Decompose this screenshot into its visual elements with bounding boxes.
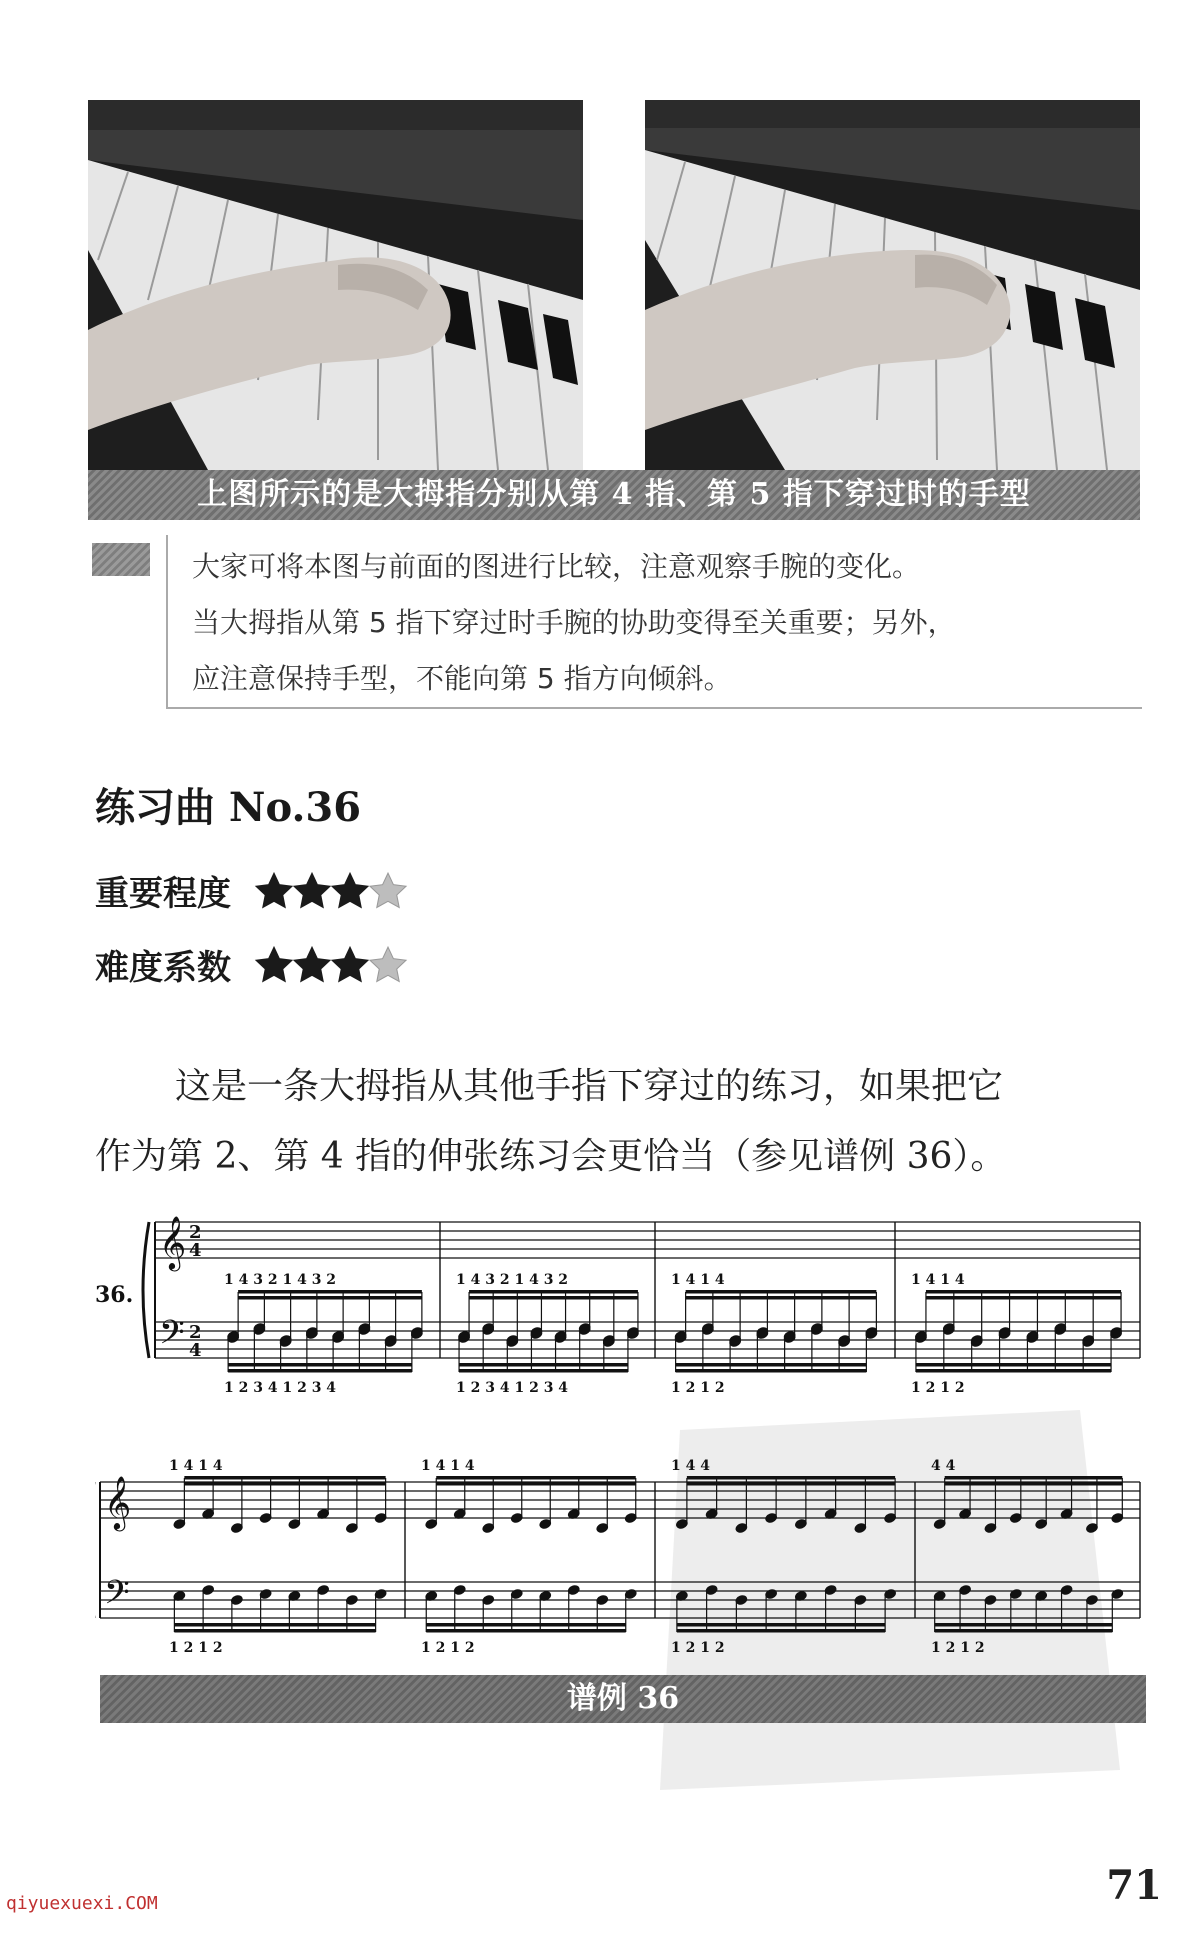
- beam: [676, 1363, 867, 1367]
- time-sig-top: 2: [189, 1322, 202, 1343]
- difficulty-label: 难度系数: [95, 948, 231, 988]
- time-sig-bottom: 4: [189, 1240, 202, 1261]
- importance-stars: [253, 870, 405, 912]
- beam: [935, 1629, 1113, 1633]
- photo-hand-thumb-under-4th: [88, 100, 583, 470]
- beam: [184, 1476, 385, 1480]
- beam: [687, 1476, 895, 1480]
- star-filled-icon: [329, 870, 371, 912]
- difficulty-row: [95, 940, 405, 989]
- fingering-upper: 1 4 3 2 1 4 3 2: [456, 1272, 569, 1288]
- beam: [228, 1369, 412, 1373]
- note-line-1: 大家可将本图与前面的图进行比较，注意观察手腕的变化。: [192, 550, 921, 583]
- fingering-upper: 1 4 3 2 1 4 3 2: [224, 1272, 337, 1288]
- star-empty-icon: [367, 870, 409, 912]
- beam: [686, 1296, 877, 1300]
- fingering-upper: 1 4 1 4: [911, 1272, 965, 1288]
- beam: [687, 1482, 895, 1486]
- star-filled-icon: [291, 944, 333, 986]
- fingering-lower: 1 2 1 2: [671, 1380, 725, 1396]
- treble-clef: 𝄞: [104, 1475, 132, 1529]
- star-empty-icon: [367, 944, 409, 986]
- photo-hand-thumb-under-5th: [645, 100, 1140, 470]
- beam: [426, 1629, 626, 1633]
- beam: [676, 1369, 867, 1373]
- beam: [926, 1290, 1121, 1294]
- beam: [436, 1482, 636, 1486]
- beam: [945, 1482, 1123, 1486]
- beam: [436, 1476, 636, 1480]
- score-example-36: [95, 1210, 1145, 1670]
- beam: [174, 1629, 375, 1633]
- body-line-2: 作为第 2、第 4 指的伸张练习会更恰当（参见谱例 36）。: [95, 1136, 1007, 1177]
- beam: [677, 1623, 885, 1627]
- beam: [459, 1369, 628, 1373]
- body-paragraph: [95, 1052, 1145, 1192]
- beam: [677, 1629, 885, 1633]
- importance-row: [95, 866, 405, 915]
- bass-clef: 𝄢: [159, 1314, 185, 1360]
- example-number: 36.: [95, 1282, 134, 1308]
- fingering-upper: 4 4: [931, 1458, 956, 1474]
- beam: [228, 1363, 412, 1367]
- time-sig-bottom: 4: [189, 1340, 202, 1361]
- fingering-lower: 1 2 3 4 1 2 3 4: [224, 1380, 337, 1396]
- bass-clef: 𝄢: [104, 1574, 130, 1620]
- note-marker: [92, 543, 150, 576]
- note-line-3: 应注意保持手型，不能向第 5 指方向倾斜。: [192, 662, 732, 695]
- beam: [238, 1290, 422, 1294]
- beam: [426, 1623, 626, 1627]
- fingering-upper: 1 4 1 4: [671, 1272, 725, 1288]
- beam: [916, 1363, 1111, 1367]
- time-sig-top: 2: [189, 1222, 202, 1243]
- beam: [935, 1623, 1113, 1627]
- fingering-upper: 1 4 4: [671, 1458, 710, 1474]
- star-filled-icon: [291, 870, 333, 912]
- fingering-upper: 1 4 1 4: [421, 1458, 475, 1474]
- beam: [174, 1623, 375, 1627]
- fingering-lower: 1 2 1 2: [931, 1640, 985, 1656]
- beam: [184, 1482, 385, 1486]
- beam: [916, 1369, 1111, 1373]
- treble-clef: 𝄞: [159, 1215, 187, 1269]
- star-filled-icon: [329, 944, 371, 986]
- fingering-lower: 1 2 3 4 1 2 3 4: [456, 1380, 569, 1396]
- fingering-lower: 1 2 1 2: [169, 1640, 223, 1656]
- beam: [926, 1296, 1121, 1300]
- star-filled-icon: [253, 944, 295, 986]
- fingering-upper: 1 4 1 4: [169, 1458, 223, 1474]
- beam: [686, 1290, 877, 1294]
- beam: [238, 1296, 422, 1300]
- site-label: qiyuexuexi.COM: [6, 1893, 158, 1914]
- fingering-lower: 1 2 1 2: [911, 1380, 965, 1396]
- note-line-2: 当大拇指从第 5 指下穿过时手腕的协助变得至关重要；另外，: [192, 606, 956, 639]
- beam: [945, 1476, 1123, 1480]
- beam: [469, 1290, 638, 1294]
- beam: [459, 1363, 628, 1367]
- brace: [143, 1222, 149, 1358]
- beam: [469, 1296, 638, 1300]
- fingering-lower: 1 2 1 2: [421, 1640, 475, 1656]
- difficulty-stars: [253, 944, 405, 986]
- fingering-lower: 1 2 1 2: [671, 1640, 725, 1656]
- score-svg: [95, 1210, 1145, 1670]
- star-filled-icon: [253, 870, 295, 912]
- page-number: 71: [1106, 1862, 1162, 1909]
- body-line-1: 这是一条大拇指从其他手指下穿过的练习，如果把它: [175, 1066, 1004, 1107]
- importance-label: 重要程度: [95, 874, 231, 914]
- etude-title: 练习曲 No.36: [95, 784, 362, 831]
- photo-caption: 上图所示的是大拇指分别从第 4 指、第 5 指下穿过时的手型: [88, 470, 1140, 520]
- example-label: 谱例 36: [100, 1675, 1146, 1723]
